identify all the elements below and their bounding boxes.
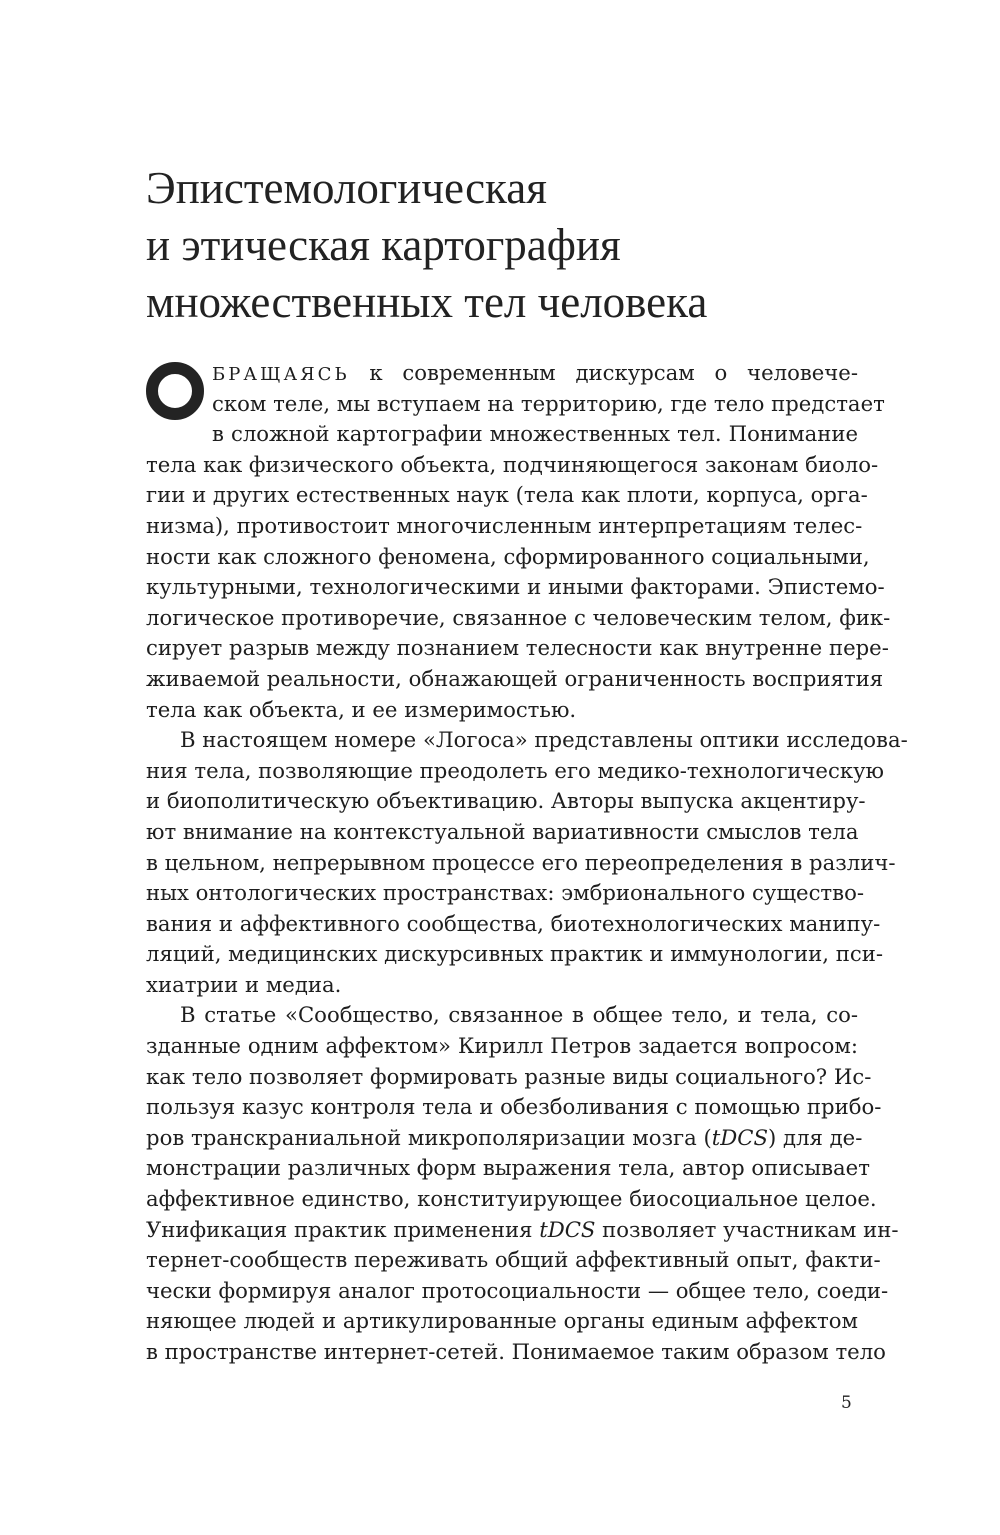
text-line: ров транскраниальной микрополяризации мозга (tDCS) для де- (146, 1124, 863, 1150)
text-line: живаемой реальности, обнажающей ограниченность восприятия (146, 665, 884, 691)
text-line: культурными, технологическими и иными факторами. Эпистемо- (146, 574, 885, 600)
text-line: зданные одним аффектом» Кирилл Петров задается вопросом: (146, 1033, 858, 1059)
text-line: ных онтологических пространствах: эмбрионального существо- (146, 880, 864, 906)
text-line: в пространстве интернет-сетей. Понимаемое таким образом тело (146, 1339, 886, 1364)
text-line: в сложной картографии множественных тел. Понимание (212, 421, 858, 447)
drop-cap (146, 362, 204, 420)
text-line: хиатрии и медиа. (146, 971, 342, 997)
italic-term: tDCS (539, 1216, 596, 1242)
text-line: ности как сложного феномена, сформированного социальными, (146, 543, 870, 569)
paragraph-3 (146, 1000, 899, 1367)
text-line: гии и других естественных наук (тела как плоти, корпуса, орга- (146, 482, 868, 508)
text-line: вания и аффективного сообщества, биотехнологических манипу- (146, 910, 881, 936)
text-line: тела как объекта, и ее измеримостью. (146, 696, 577, 722)
text-line: и биополитическую объективацию. Авторы выпуска акцентиру- (146, 788, 866, 814)
text-line: Унификация практик применения tDCS позволяет участникам ин- (146, 1216, 899, 1242)
text-line: логическое противоречие, связанное с человеческим телом, фик- (146, 604, 891, 630)
text-line: В настоящем номере «Логоса» представлены оптики исследова- (180, 727, 908, 753)
title-line: множественных тел человека (146, 277, 708, 327)
text-line: в цельном, непрерывном процессе его переопределения в различ- (146, 849, 896, 875)
text-line: низма), противостоит многочисленным интерпретациям телес- (146, 512, 863, 538)
text-line: монстрации различных форм выражения тела, автор описывает (146, 1155, 870, 1181)
text-line: ния тела, позволяющие преодолеть его медико-технологическую (146, 757, 884, 783)
text-line: тела как физического объекта, подчиняющегося законам биоло- (146, 451, 879, 477)
article-title (146, 160, 926, 331)
page-number: 5 (841, 1393, 852, 1413)
text-line: В статье «Сообщество, связанное в общее тело, и тела, со- (180, 1002, 858, 1028)
text-line: чески формируя аналог протосоциальности — общее тело, соеди- (146, 1277, 889, 1303)
text-line: как тело позволяет формировать разные виды социального? Ис- (146, 1063, 872, 1089)
article-body (146, 358, 908, 1368)
text-line: ют внимание на контекстуальной вариативности смыслов тела (146, 818, 859, 844)
text-line: тернет-сообществ переживать общий аффективный опыт, факти- (146, 1247, 881, 1273)
text-line: ляций, медицинских дискурсивных практик и иммунологии, пси- (146, 941, 883, 967)
title-line: Эпистемологическая (146, 163, 547, 213)
italic-term: tDCS (711, 1124, 769, 1150)
text-line: пользуя казус контроля тела и обезболивания с помощью прибо- (146, 1094, 882, 1120)
paragraph-1 (146, 358, 891, 725)
text-line: ском теле, мы вступаем на территорию, где тело предстает (212, 390, 885, 416)
text-line: аффективное единство, конституирующее биосоциальное целое. (146, 1186, 877, 1212)
title-line: и этическая картография (146, 220, 621, 270)
lead-smallcaps: БРАЩАЯСЬ (212, 364, 350, 385)
text-line: сирует разрыв между познанием телесности как внутренне пере- (146, 635, 889, 661)
text-line: БРАЩАЯСЬ к современным дискурсам о человече- (212, 360, 858, 385)
text-line: няющее людей и артикулированные органы единым аффектом (146, 1308, 858, 1334)
paragraph-2 (146, 725, 908, 1000)
